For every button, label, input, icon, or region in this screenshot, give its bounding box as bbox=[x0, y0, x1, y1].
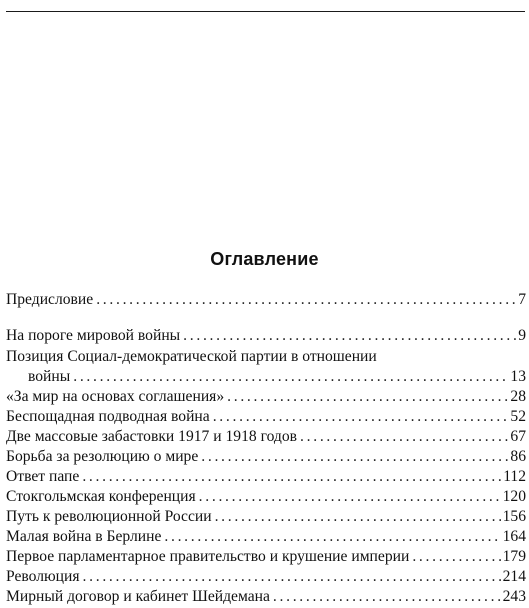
toc-entry-label: «За мир на основах соглашения» bbox=[6, 388, 225, 405]
toc-entry-page: 52 bbox=[510, 408, 526, 425]
dot-leader bbox=[199, 487, 501, 507]
dot-leader bbox=[73, 367, 508, 387]
toc-entry-label: Предисловие bbox=[6, 291, 94, 308]
toc-entry-page: 28 bbox=[510, 388, 526, 405]
toc-entry-label: Мирный договор и кабинет Шейдемана bbox=[6, 588, 270, 605]
toc-entry[interactable] bbox=[6, 427, 526, 447]
toc-entry-label: Две массовые забастовки 1917 и 1918 годов bbox=[6, 428, 298, 445]
dot-leader bbox=[82, 467, 501, 487]
toc-entry[interactable] bbox=[6, 387, 526, 407]
toc-entry-page: 7 bbox=[518, 291, 526, 308]
toc-entry-label: Революция bbox=[6, 568, 80, 585]
dot-leader bbox=[201, 447, 508, 467]
dot-leader bbox=[215, 507, 501, 527]
toc-entry[interactable] bbox=[6, 326, 526, 346]
dot-leader bbox=[273, 587, 501, 607]
toc-entry[interactable] bbox=[6, 587, 526, 607]
toc-entry-page: 164 bbox=[502, 528, 526, 545]
toc-entry-label: Борьба за резолюцию о мире bbox=[6, 448, 199, 465]
toc-entry-label: войны bbox=[28, 368, 71, 385]
toc-entry-label: Стокгольмская конференция bbox=[6, 488, 196, 505]
dot-leader bbox=[183, 326, 516, 346]
toc-entry-label: Первое парламентарное правительство и крушение империи bbox=[6, 548, 410, 565]
toc-entry-label: Позиция Социал-демократической партии в отношении bbox=[6, 348, 377, 365]
toc-entry[interactable] bbox=[6, 467, 526, 487]
toc-entry[interactable] bbox=[6, 447, 526, 467]
dot-leader bbox=[83, 567, 501, 587]
toc-entry[interactable] bbox=[6, 487, 526, 507]
toc-entry-page: 67 bbox=[510, 428, 526, 445]
toc-entry-first-line[interactable] bbox=[6, 347, 526, 367]
toc-entry-page: 9 bbox=[518, 327, 526, 344]
top-rule bbox=[6, 11, 525, 12]
dot-leader bbox=[213, 407, 509, 427]
toc-entry-label: Малая война в Берлине bbox=[6, 528, 162, 545]
toc-title: Оглавление bbox=[210, 249, 319, 269]
toc-entry[interactable] bbox=[6, 290, 526, 310]
toc-entry-page: 214 bbox=[502, 568, 526, 585]
toc-entry-page: 120 bbox=[502, 488, 526, 505]
toc-entry[interactable] bbox=[6, 507, 526, 527]
dot-leader bbox=[227, 387, 508, 407]
toc-entry-page: 112 bbox=[503, 468, 526, 485]
toc-entry[interactable] bbox=[6, 527, 526, 547]
toc-entry-label: На пороге мировой войны bbox=[6, 327, 181, 344]
toc-entry-label: Ответ папе bbox=[6, 468, 80, 485]
toc-entry-page: 243 bbox=[502, 588, 526, 605]
dot-leader bbox=[412, 547, 500, 567]
toc-entry-page: 179 bbox=[502, 548, 526, 565]
toc-entry-page: 13 bbox=[510, 368, 526, 385]
toc-entry[interactable] bbox=[6, 407, 526, 427]
toc-entry-label: Беспощадная подводная война bbox=[6, 408, 210, 425]
dot-leader bbox=[96, 290, 516, 310]
toc-entry[interactable] bbox=[6, 547, 526, 567]
toc-entry[interactable] bbox=[6, 367, 526, 387]
toc-entry-label: Путь к революционной России bbox=[6, 508, 212, 525]
toc-entry-page: 156 bbox=[502, 508, 526, 525]
dot-leader bbox=[164, 527, 500, 547]
toc-entry[interactable] bbox=[6, 567, 526, 587]
dot-leader bbox=[300, 427, 508, 447]
toc-entry-page: 86 bbox=[510, 448, 526, 465]
